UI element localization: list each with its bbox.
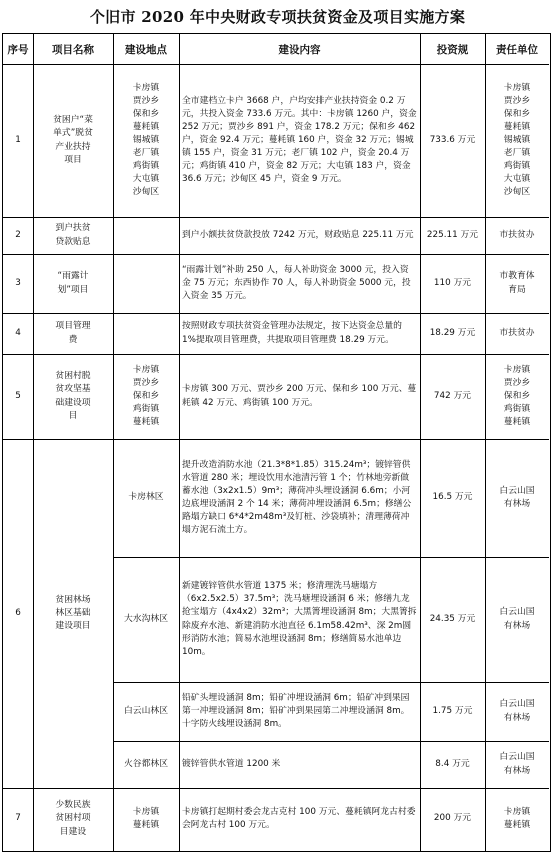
- row-4-location: [113, 313, 179, 354]
- row-6b-content: 新建镀锌管供水管道 1375 米；修清理洗马塘塌方（6x2.5x2.5）37.5m³；洗马塘埋设涵洞 6 米；修缮九龙抢宝塌方（4x4x2）32m³；大黑箐埋设涵洞 8m；大黑箐拆除废弃水池、新建消防水池直径 6.1m58.42m³、深 2m圆形消防水池；简易水池埋设涵洞 8m；修缮简易水池单边 10m。: [182, 581, 417, 657]
- header-project-name: 项目名称: [52, 43, 94, 56]
- header-content: 建设内容: [278, 43, 321, 56]
- row-5-responsible-unit: 卡房镇 贾沙乡 保和乡 鸡街镇 蔓耗镇: [503, 364, 531, 428]
- row-3-responsible-unit: 市教育体 育局: [499, 271, 535, 295]
- row-7-location: 卡房镇 蔓耗镇: [132, 806, 160, 830]
- row-5-location: 卡房镇 贾沙乡 保和乡 鸡街镇 蔓耗镇: [132, 364, 160, 428]
- project-table: [2, 33, 551, 852]
- row-6a-location: 卡房林区: [128, 492, 164, 503]
- row-6b-location: 大水沟林区: [124, 613, 168, 624]
- row-6c-investment: 1.75 万元: [432, 705, 473, 716]
- row-6b-responsible-unit: 白云山国 有林场: [499, 607, 535, 631]
- row-7-project-name: 少数民族 贫困村项 目建设: [55, 800, 91, 837]
- row-6c-content: 铅矿头埋设涵洞 8m；铅矿冲埋设涵洞 6m；铅矿冲到果园第一冲埋设涵洞 8m；铅矿冲到果园第二冲埋设涵洞 8m。十字防火线埋设涵洞 8m。: [182, 692, 410, 730]
- row-1-no: 1: [15, 134, 21, 145]
- row-6c-location: 白云山林区: [124, 705, 168, 716]
- row-6-no: 6: [15, 607, 21, 618]
- row-7-investment: 200 万元: [433, 813, 472, 824]
- row-1-investment: 733.6 万元: [429, 134, 476, 145]
- row-6c-responsible-unit: 白云山国 有林场: [499, 699, 535, 723]
- row-3-investment: 110 万元: [433, 277, 472, 288]
- row-1-project-name: 贫困户“菜 单式”脱贫 产业扶持 项目: [53, 115, 93, 165]
- row-4-no: 4: [15, 327, 21, 338]
- row-5-project-name: 贫困村脱 贫攻坚基 础建设项 目: [55, 371, 91, 421]
- row-2-project-name: 到户扶贫 贷款贴息: [55, 223, 91, 247]
- row-5-no: 5: [15, 390, 21, 401]
- row-7-no: 7: [15, 813, 21, 824]
- row-6a-investment: 16.5 万元: [432, 492, 473, 503]
- row-2-content: 到户小额扶贫贷款投放 7242 万元，财政贴息 225.11 万元: [182, 229, 414, 240]
- row-2-investment: 225.11 万元: [426, 229, 479, 240]
- row-6a-responsible-unit: 白云山国 有林场: [499, 485, 535, 509]
- row-3-content: “雨露计划”补助 250 人，每人补助资金 3000 元，投入资金 75 万元；东西协作 70 人，每人补助资金 5000 元，投入资金 35 万元。: [182, 264, 411, 302]
- header-no: 序号: [7, 43, 29, 56]
- row-6d-responsible-unit: 白云山国 有林场: [499, 752, 535, 776]
- row-2-responsible-unit: 市扶贫办: [499, 229, 535, 240]
- row-3-no: 3: [15, 277, 21, 288]
- row-5-content: 卡房镇 300 万元、贾沙乡 200 万元、保和乡 100 万元、蔓耗镇 42 万元、鸡街镇 100 万元。: [182, 384, 417, 408]
- row-4-project-name: 项目管理 费: [55, 321, 91, 345]
- row-1-content: 全市建档立卡户 3668 户，户均安排产业扶持资金 0.2 万元，共投入资金 733.6 万元。其中：卡房镇 1260 户，资金 252 万元；贾沙乡 891 户，资金 178.2 万元；保和乡 462 户，资金 92.4 万元；蔓耗镇 160 户，资金 32 万元；锡城镇 155 户，资金 31 万元；老厂镇 102 户，资金 20.4 万元；鸡街镇 410 户，资金 82 万元；大屯镇 183 户，资金 36.6 万元；沙甸区 45 户，资金 9 万元。: [182, 95, 417, 185]
- header-responsible-unit: 责任单位: [496, 43, 538, 56]
- document-title: 个旧市 2020 年中央财政专项扶贫资金及项目实施方案: [89, 8, 466, 26]
- row-6d-location: 火谷都林区: [124, 758, 168, 769]
- row-5-investment: 742 万元: [433, 390, 472, 401]
- row-4-investment: 18.29 万元: [429, 327, 476, 338]
- row-2-location: [113, 217, 179, 254]
- row-6d-content: 镀锌管供水管道 1200 米: [182, 758, 281, 769]
- row-7-responsible-unit: 卡房镇 蔓耗镇: [503, 806, 531, 830]
- row-7-content: 卡房镇打起期村委会龙古克村 100 万元、蔓耗镇阿龙古村委会阿龙古村 100 万元。: [182, 806, 416, 830]
- row-6d-investment: 8.4 万元: [435, 758, 470, 769]
- row-6b-investment: 24.35 万元: [429, 613, 476, 624]
- header-location: 建设地点: [125, 43, 167, 56]
- row-1-location: 卡房镇 贾沙乡 保和乡 蔓耗镇 锡城镇 老厂镇 鸡街镇 大屯镇 沙甸区: [132, 82, 160, 198]
- row-1-responsible-unit: 卡房镇 贾沙乡 保和乡 蔓耗镇 锡城镇 老厂镇 鸡街镇 大屯镇 沙甸区: [503, 82, 531, 198]
- row-3-project-name: “雨露计 划”项目: [57, 271, 89, 295]
- row-2-no: 2: [15, 229, 21, 240]
- row-4-responsible-unit: 市扶贫办: [499, 327, 535, 338]
- row-6a-content: 提升改造消防水池（21.3*8*1.85）315.24m³；镀锌管供水管道 280 米；埋设饮用水池清污管 1 个；竹林地旁新做蓄水池（3x2x1.5）9m³；薄荷冲头埋设涵洞 6.6m；小河边底埋设涵洞 2 个 14 米；薄荷冲埋设涵洞 6.5m；修缮公路塌方缺口 6*4*2m48m³及钉桩、沙袋填补；清理薄荷冲塌方泥石流土方。: [182, 459, 412, 536]
- header-investment: 投资规: [436, 43, 469, 56]
- row-6-project-name: 贫困林场 林区基础 建设项目: [55, 594, 91, 632]
- row-3-location: [113, 254, 179, 313]
- row-4-content: 按照财政专项扶贫资金管理办法规定，按下达资金总量的 1%提取项目管理费，共提取项目管理费 18.29 万元。: [182, 321, 402, 345]
